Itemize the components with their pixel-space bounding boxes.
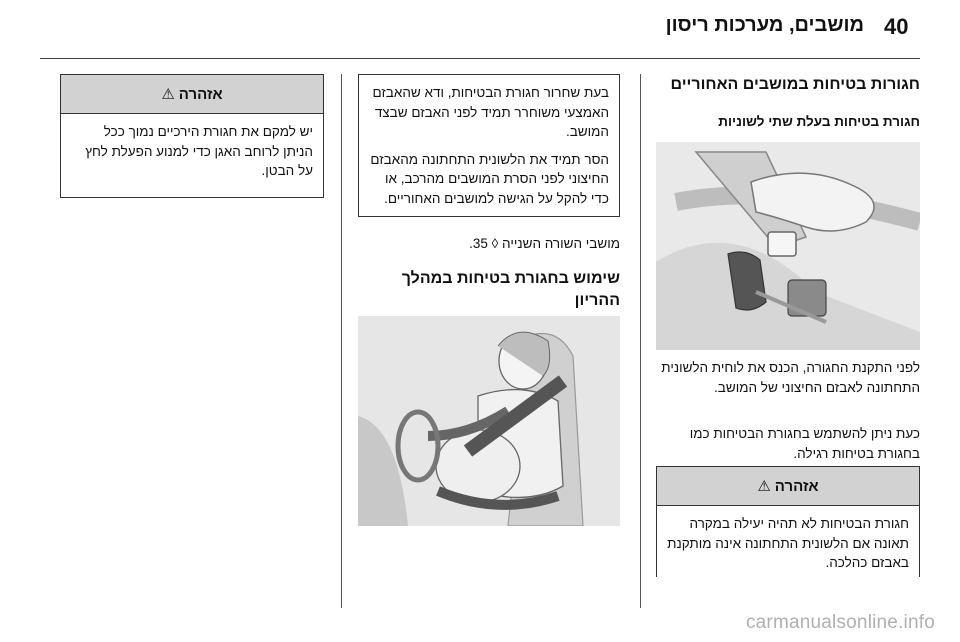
paragraph-insert-tongue: לפני התקנת החגורה, הכנס את לוחית הלשונית התחתונה לאבזם החיצוני של המושב. [661,360,920,395]
header-divider [40,58,920,59]
note-remove-tongue: הסר תמיד את הלשונית התחתונה מהאבזם החיצוני לפני הסרת המושבים מהרכב, או כדי להקל על הגישה למושבים האחוריים. [370,151,609,206]
warning-body: חגורת הבטיחות לא תהיה יעילה במקרה תאונה אם הלשונית התחתונה אינה מותקנת באבזם כהלכה. [667,516,909,570]
warning-header [657,467,919,506]
warning-header-lap [61,75,323,114]
subtitle-two-tongue-belt: חגורת בטיחות בעלת שתי לשוניות [718,114,920,129]
column-divider-right [640,74,641,608]
page-number: 40 [884,14,909,39]
pregnancy-seatbelt-illustration [358,316,620,526]
warning-triangle-icon: ⚠ [161,86,175,103]
belt-tongue-illustration [656,142,920,350]
release-note-box [358,74,620,217]
section-title-pregnancy: שימוש בחגורת בטיחות במהלך ההריון [401,270,620,309]
paragraph-use-normally: כעת ניתן להשתמש בחגורת הבטיחות כמו בחגורת בטיחות רגילה. [689,426,920,461]
section-title-rear-belts: חגורות בטיחות במושבים האחוריים [670,76,920,93]
belt-tongue-drawing [656,142,920,350]
warning-box-tongue [656,466,920,577]
pregnancy-seatbelt-drawing [358,316,620,526]
column-divider-left [341,74,342,608]
reference-second-row-seats: מושבי השורה השנייה ◊ 35. [469,236,620,251]
warning-heading-lap: אזהרה [178,85,223,103]
warning-heading: אזהרה [774,477,819,495]
warning-box-lap-belt [60,74,324,198]
page-title: מושבים, מערכות ריסון [665,14,864,36]
note-release-order: בעת שחרור חגורת הבטיחות, ודא שהאבזם האמצעי משוחרר תמיד לפני האבזם שבצד המושב. [372,85,609,139]
warning-triangle-icon: ⚠ [757,478,771,495]
warning-body-lap: יש למקם את חגורת הירכיים נמוך ככל הניתן לרוחב האגן כדי למנוע הפעלת לחץ על הבטן. [85,124,313,178]
site-watermark: carmanualsonline.info [745,612,935,633]
